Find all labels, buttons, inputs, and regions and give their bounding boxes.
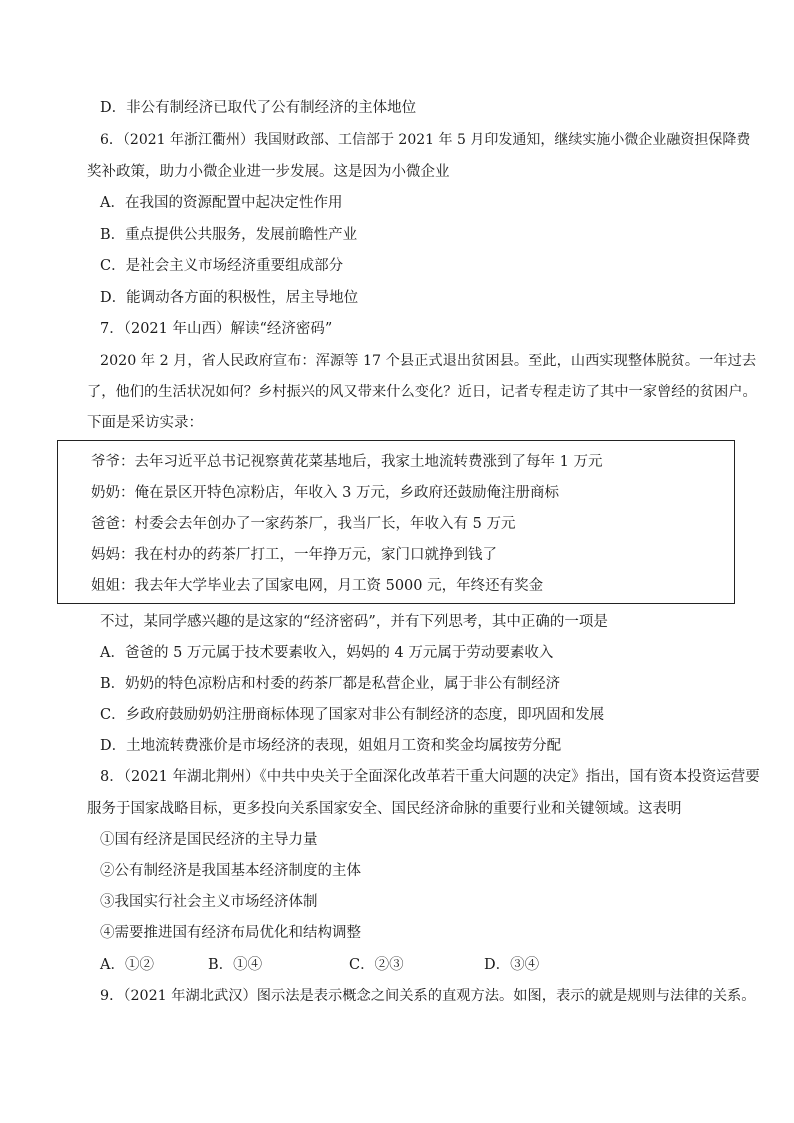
q8-stem-line2: 服务于国家战略目标，更多投向关系国家安全、国民经济命脉的重要行业和关键领域。这表明 [87,801,682,817]
q7-intro-line3: 下面是采访实录： [87,415,203,431]
q7-option-c: C．乡政府鼓励奶奶注册商标体现了国家对非公有制经济的态度，即巩固和发展 [100,707,605,723]
q6-stem-line2: 奖补政策，助力小微企业进一步发展。这是因为小微企业 [87,164,450,180]
q7-option-a: A．爸爸的 5 万元属于技术要素收入，妈妈的 4 万元属于劳动要素收入 [100,645,554,661]
q6-option-a: A．在我国的资源配置中起决定性作用 [100,195,343,211]
q8-statement-2: ②公有制经济是我国基本经济制度的主体 [100,863,361,879]
q8-choice-c: C．②③ [349,957,404,973]
q8-statement-3: ③我国实行社会主义市场经济体制 [100,894,318,910]
q6-option-c: C．是社会主义市场经济重要组成部分 [100,258,344,274]
q7-option-d: D．土地流转费涨价是市场经济的表现，姐姐月工资和奖金均属按劳分配 [100,738,562,754]
interview-mother: 妈妈：我在村办的药茶厂打工，一年挣万元，家门口就挣到钱了 [91,547,497,563]
q7-question: 不过，某同学感兴趣的是这家的“经济密码”，并有下列思考，其中正确的一项是 [100,614,608,630]
q8-statement-1: ①国有经济是国民经济的主导力量 [100,832,318,848]
interview-father: 爸爸：村委会去年创办了一家药茶厂，我当厂长，年收入有 5 万元 [91,516,516,532]
interview-record-box [57,440,735,604]
q8-choice-b: B．①④ [208,957,263,973]
interview-sister: 姐姐：我去年大学毕业去了国家电网，月工资 5000 元，年终还有奖金 [91,578,544,594]
q8-statement-4: ④需要推进国有经济布局优化和结构调整 [100,925,361,941]
q8-choice-d: D．③④ [484,957,540,973]
q7-option-b: B．奶奶的特色凉粉店和村委的药茶厂都是私营企业，属于非公有制经济 [100,676,561,692]
q8-stem-line1: 8．（2021 年湖北荆州）《中共中央关于全面深化改革若干重大问题的决定》指出，国有资本投资运营要 [100,769,760,785]
q6-stem-line1: 6．（2021 年浙江衢州）我国财政部、工信部于 2021 年 5 月印发通知，继续实施小微企业融资担保降费 [100,132,751,148]
interview-grandpa: 爷爷：去年习近平总书记视察黄花菜基地后，我家土地流转费涨到了每年 1 万元 [91,454,603,470]
q7-intro-line2: 了，他们的生活状况如何？乡村振兴的风又带来什么变化？近日，记者专程走访了其中一家曾经的贫困户。 [87,384,757,400]
interview-grandma: 奶奶：俺在景区开特色凉粉店，年收入 3 万元，乡政府还鼓励俺注册商标 [91,485,559,501]
q6-option-d: D．能调动各方面的积极性，居主导地位 [100,290,359,306]
q7-title: 7．（2021 年山西）解读“经济密码” [100,321,333,337]
q5-option-d: D．非公有制经济已取代了公有制经济的主体地位 [100,100,417,116]
q6-option-b: B．重点提供公共服务，发展前瞻性产业 [100,227,358,243]
q8-choice-a: A．①② [100,957,154,973]
q9-stem: 9．（2021 年湖北武汉）图示法是表示概念之间关系的直观方法。如图，表示的就是规则与法律的关系。 [100,988,756,1004]
q7-intro-line1: 2020 年 2 月，省人民政府宣布：浑源等 17 个县正式退出贫困县。至此，山西实现整体脱贫。一年过去 [100,353,757,369]
